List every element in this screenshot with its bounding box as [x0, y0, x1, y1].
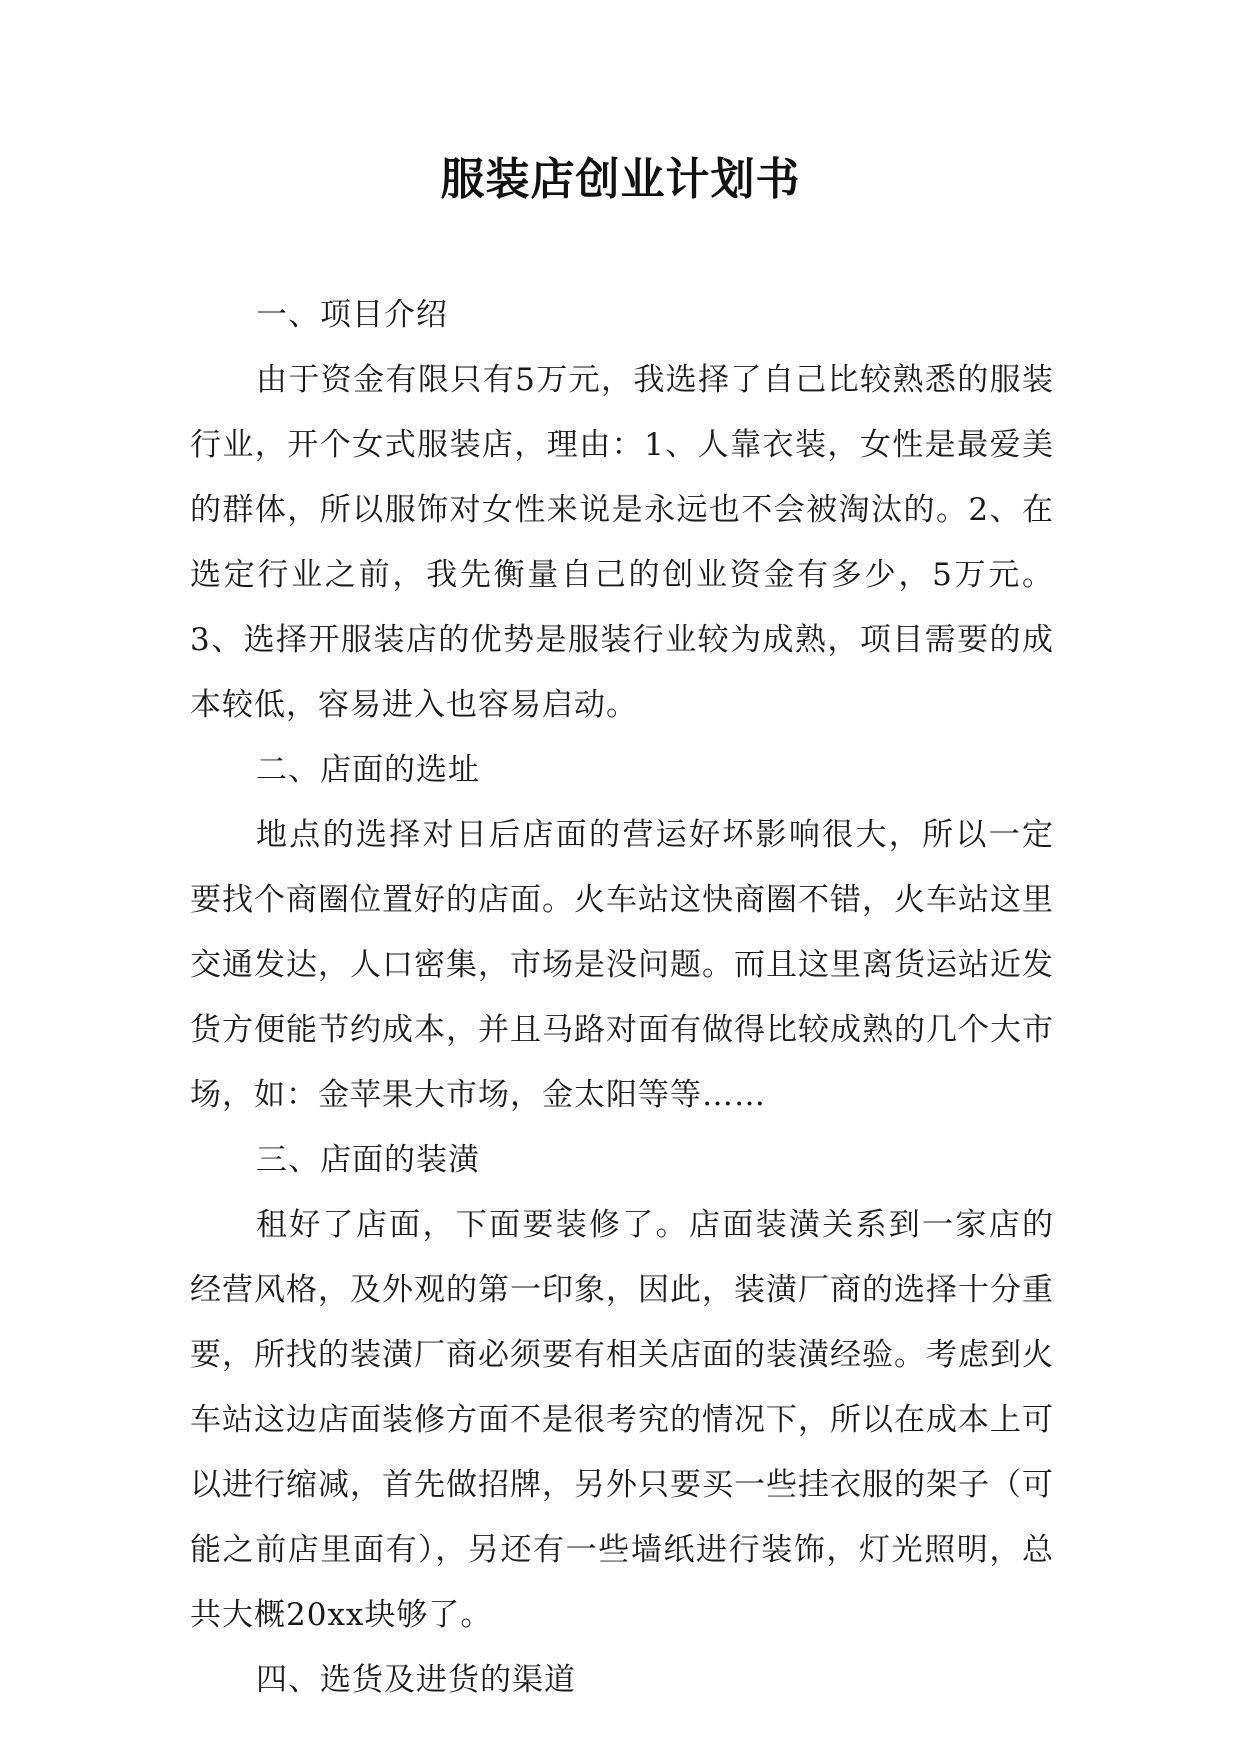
section-heading-purchasing-channels: 四、选货及进货的渠道 [256, 1662, 576, 1698]
section-heading-store-decoration: 三、店面的装潢 [256, 1142, 480, 1178]
section-paragraph-store-decoration: 租好了店面，下面要装修了。店面装潢关系到一家店的经营风格，及外观的第一印象，因此，装潢厂商的选择十分重要，所找的装潢厂商必须要有相关店面的装潢经验。考虑到火车站这边店面装修方面不是很考究的情况下，所以在成本上可以进行缩减，首先做招牌，另外只要买一些挂衣服的架子（可能之前店里面有），另还有一些墙纸进行装饰，灯光照明，总共大概20xx块够了。 [190, 1207, 1054, 1633]
section-heading-store-location: 二、店面的选址 [256, 752, 480, 788]
document-title: 服装店创业计划书 [440, 154, 801, 205]
section-paragraph-project-intro: 由于资金有限只有5万元，我选择了自己比较熟悉的服装行业，开个女式服装店，理由：1、人靠衣装，女性是最爱美的群体，所以服饰对女性来说是永远也不会被淘汰的。2、在选定行业之前，我先衡量自己的创业资金有多少，5万元。3、选择开服装店的优势是服装行业较为成熟，项目需要的成本较低，容易进入也容易启动。 [190, 362, 1054, 723]
section-heading-project-intro: 一、项目介绍 [256, 297, 448, 333]
section-paragraph-store-location: 地点的选择对日后店面的营运好坏影响很大，所以一定要找个商圈位置好的店面。火车站这快商圈不错，火车站这里交通发达，人口密集，市场是没问题。而且这里离货运站近发货方便能节约成本，并且马路对面有做得比较成熟的几个大市场，如：金苹果大市场，金太阳等等…… [190, 817, 1054, 1113]
document-body [190, 283, 1054, 1713]
